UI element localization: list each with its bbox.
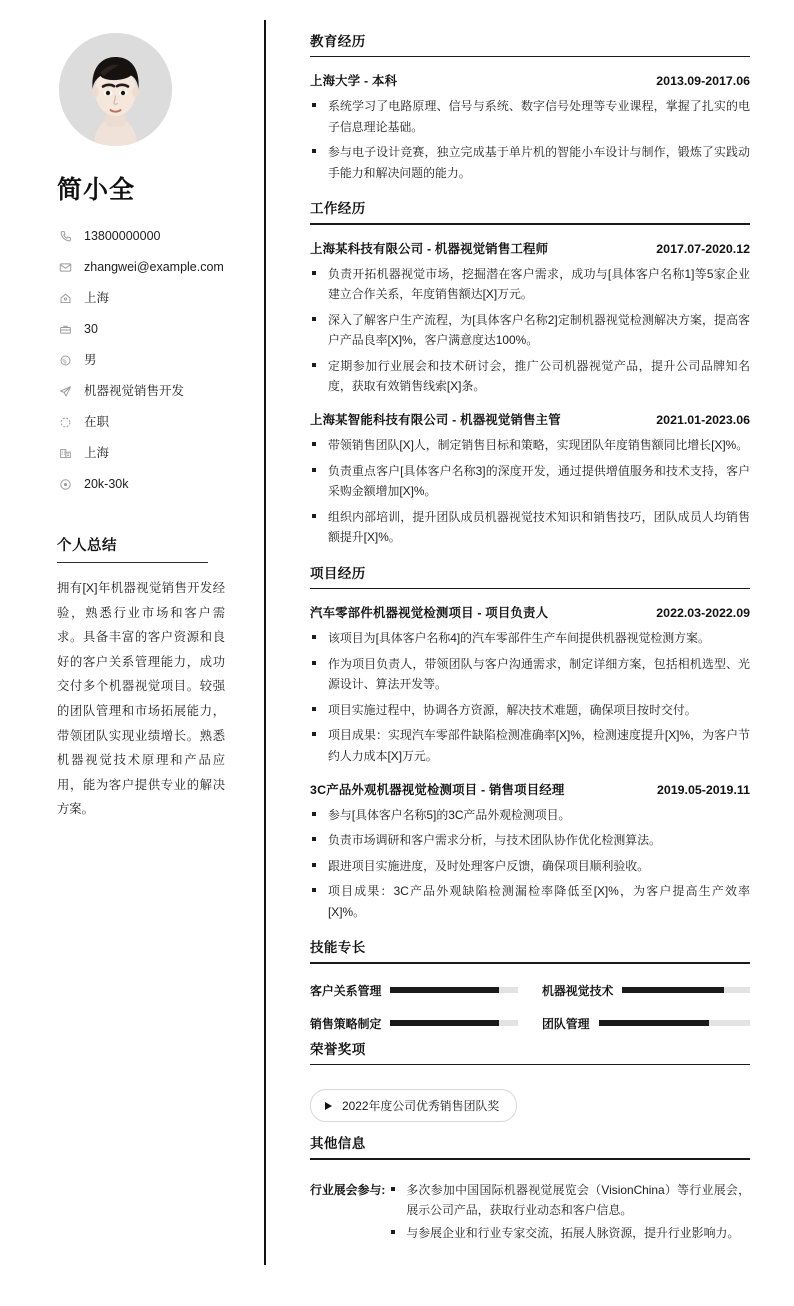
awards-heading: 荣誉奖项 bbox=[310, 1041, 366, 1057]
sidebar bbox=[0, 0, 265, 852]
contact-item-email bbox=[57, 259, 240, 276]
bullet-item: 负责市场调研和客户需求分析，与技术团队协作优化检测算法。 bbox=[310, 830, 750, 850]
status-circle-icon bbox=[57, 416, 73, 430]
skills-heading: 技能专长 bbox=[310, 940, 366, 956]
skill-label: 销售策略制定 bbox=[310, 1016, 382, 1031]
contact-list bbox=[57, 228, 240, 493]
awards-section bbox=[310, 1038, 750, 1128]
entry-title: 汽车零部件机器视觉检测项目 - 项目负责人 bbox=[310, 606, 549, 621]
bullet-item: 参与[具体客户名称5]的3C产品外观检测项目。 bbox=[310, 805, 750, 825]
play-triangle-icon bbox=[325, 1102, 332, 1110]
skill-label: 客户关系管理 bbox=[310, 983, 382, 998]
contact-value: 13800000000 bbox=[84, 229, 161, 244]
award-chip[interactable] bbox=[310, 1089, 517, 1122]
contact-item-gender bbox=[57, 352, 240, 369]
entry-title: 上海某科技有限公司 - 机器视觉销售工程师 bbox=[310, 241, 549, 256]
skill-item bbox=[542, 1015, 750, 1032]
bullet-item: 项目成果：实现汽车零部件缺陷检测准确率[X]%，检测速度提升[X]%，为客户节约人力成本[X]万元。 bbox=[310, 725, 750, 766]
entry-header bbox=[310, 410, 750, 428]
column-divider bbox=[264, 20, 266, 1265]
work-entry bbox=[310, 239, 750, 397]
work-entry bbox=[310, 410, 750, 547]
project-experience-section bbox=[310, 562, 750, 923]
project-entry bbox=[310, 780, 750, 922]
bullet-item: 该项目为[具体客户名称4]的汽车零部件生产车间提供机器视觉检测方案。 bbox=[310, 628, 750, 648]
entry-header bbox=[310, 239, 750, 257]
skill-progress-fill bbox=[622, 987, 724, 993]
entry-bullets bbox=[310, 435, 750, 547]
contact-value: 上海 bbox=[84, 291, 110, 306]
skill-progress-track bbox=[599, 1020, 750, 1026]
paper-plane-icon bbox=[57, 385, 73, 399]
entry-title: 上海某智能科技有限公司 - 机器视觉销售主管 bbox=[310, 413, 561, 428]
education-heading: 教育经历 bbox=[310, 34, 366, 49]
personal-summary-heading: 个人总结 bbox=[57, 538, 117, 554]
bullet-item: 项目成果：3C产品外观缺陷检测漏检率降低至[X]%，为客户提高生产效率[X]%。 bbox=[310, 881, 750, 922]
contact-item-salary bbox=[57, 476, 240, 493]
entry-date: 2021.01-2023.06 bbox=[656, 413, 750, 428]
salary-icon bbox=[57, 478, 73, 492]
contact-item-age bbox=[57, 321, 240, 338]
skill-progress-fill bbox=[390, 1020, 498, 1026]
work-experience-section bbox=[310, 197, 750, 548]
contact-item-status bbox=[57, 414, 240, 431]
section-divider bbox=[57, 562, 208, 563]
section-divider bbox=[310, 962, 750, 963]
briefcase-icon bbox=[57, 323, 73, 337]
contact-value: zhangwei@example.com bbox=[84, 260, 224, 275]
skills-grid bbox=[310, 978, 750, 1034]
contact-value: 在职 bbox=[84, 415, 110, 430]
contact-value: 20k-30k bbox=[84, 477, 129, 492]
portrait-photo-icon bbox=[59, 33, 172, 146]
entry-bullets bbox=[310, 628, 750, 766]
main-content bbox=[265, 0, 794, 1271]
bullet-item: 负责开拓机器视觉市场，挖掘潜在客户需求，成功与[具体客户名称1]等5家企业建立合作关系，年度销售额达[X]万元。 bbox=[310, 264, 750, 305]
skill-label: 机器视觉技术 bbox=[542, 983, 614, 998]
education-section bbox=[310, 30, 750, 183]
personal-summary-section bbox=[57, 534, 240, 822]
contact-item-location bbox=[57, 290, 240, 307]
education-entry bbox=[310, 71, 750, 183]
bullet-item: 作为项目负责人，带领团队与客户沟通需求，制定详细方案，包括相机选型、光源设计、算法开发等。 bbox=[310, 654, 750, 695]
section-divider bbox=[310, 588, 750, 589]
skill-progress-fill bbox=[390, 987, 498, 993]
bullet-item: 深入了解客户生产流程，为[具体客户名称2]定制机器视觉检测解决方案，提高客户产品良率[X]%，客户满意度达100%。 bbox=[310, 310, 750, 351]
bullet-item: 项目实施过程中，协调各方资源，解决技术难题，确保项目按时交付。 bbox=[310, 700, 750, 720]
entry-bullets bbox=[310, 805, 750, 922]
entry-header bbox=[310, 780, 750, 798]
skill-label: 团队管理 bbox=[542, 1016, 590, 1031]
other-info-body bbox=[385, 1180, 750, 1247]
other-info-section bbox=[310, 1132, 750, 1247]
contact-value: 男 bbox=[84, 353, 97, 368]
bullet-item: 带领销售团队[X]人，制定销售目标和策略，实现团队年度销售额同比增长[X]%。 bbox=[310, 435, 750, 455]
bullet-item: 多次参加中国国际机器视觉展览会（VisionChina）等行业展会，展示公司产品，获取行业动态和客户信息。 bbox=[389, 1180, 750, 1221]
skill-item bbox=[542, 982, 750, 999]
skill-progress-track bbox=[622, 987, 750, 993]
other-info-heading: 其他信息 bbox=[310, 1136, 366, 1152]
bullet-item: 定期参加行业展会和技术研讨会，推广公司机器视觉产品，提升公司品牌知名度，获取有效销售线索[X]条。 bbox=[310, 356, 750, 397]
home-icon bbox=[57, 292, 73, 306]
skill-progress-track bbox=[390, 987, 518, 993]
contact-value: 机器视觉销售开发 bbox=[84, 384, 185, 399]
entry-date: 2022.03-2022.09 bbox=[656, 606, 750, 621]
section-divider bbox=[310, 1064, 750, 1065]
entry-date: 2013.09-2017.06 bbox=[656, 74, 750, 89]
awards-list bbox=[310, 1079, 750, 1128]
entry-title: 上海大学 - 本科 bbox=[310, 74, 398, 89]
envelope-icon bbox=[57, 261, 73, 275]
phone-icon bbox=[57, 230, 73, 244]
personal-summary-text: 拥有[X]年机器视觉销售开发经验，熟悉行业市场和客户需求。具备丰富的客户资源和良好的客户关系管理能力，成功交付多个机器视觉项目。较强的团队管理和市场拓展能力，带领团队实现业绩增长。熟悉机器视觉技术原理和产品应用，能为客户提供专业的解决方案。 bbox=[57, 581, 225, 817]
bullet-item: 与参展企业和行业专家交流，拓展人脉资源，提升行业影响力。 bbox=[389, 1223, 750, 1243]
contact-item-phone bbox=[57, 228, 240, 245]
skills-section bbox=[310, 936, 750, 1033]
contact-item-workplace bbox=[57, 445, 240, 462]
section-divider bbox=[310, 223, 750, 224]
entry-bullets bbox=[310, 96, 750, 183]
page-title: 简小全 bbox=[57, 176, 136, 204]
avatar bbox=[59, 33, 172, 146]
entry-header bbox=[310, 71, 750, 89]
bullet-item: 负责重点客户[具体客户名称3]的深度开发，通过提供增值服务和技术支持，客户采购金额增加[X]%。 bbox=[310, 461, 750, 502]
section-divider bbox=[310, 1158, 750, 1159]
section-divider bbox=[310, 56, 750, 57]
bullet-item: 系统学习了电路原理、信号与系统、数字信号处理等专业课程，掌握了扎实的电子信息理论基础。 bbox=[310, 96, 750, 137]
entry-date: 2019.05-2019.11 bbox=[656, 783, 750, 798]
award-label: 2022年度公司优秀销售团队奖 bbox=[342, 1099, 500, 1114]
skill-item bbox=[310, 982, 518, 999]
skill-progress-track bbox=[390, 1020, 518, 1026]
project-experience-heading: 项目经历 bbox=[310, 565, 366, 581]
entry-bullets bbox=[310, 264, 750, 397]
entry-header bbox=[310, 603, 750, 621]
building-icon bbox=[57, 447, 73, 461]
project-entry bbox=[310, 603, 750, 766]
other-info-row bbox=[310, 1174, 750, 1247]
contact-value: 30 bbox=[84, 322, 98, 337]
skill-item bbox=[310, 1015, 518, 1032]
bullet-item: 组织内部培训，提升团队成员机器视觉技术知识和销售技巧，团队成员人均销售额提升[X]%。 bbox=[310, 507, 750, 548]
work-experience-heading: 工作经历 bbox=[310, 201, 366, 217]
entry-title: 3C产品外观机器视觉检测项目 - 销售项目经理 bbox=[310, 783, 565, 798]
bullet-item: 参与电子设计竞赛，独立完成基于单片机的智能小车设计与制作，锻炼了实践动手能力和解决问题的能力。 bbox=[310, 142, 750, 183]
contact-item-position bbox=[57, 383, 240, 400]
contact-value: 上海 bbox=[84, 446, 110, 461]
other-info-label: 行业展会参与: bbox=[310, 1182, 386, 1197]
entry-date: 2017.07-2020.12 bbox=[656, 241, 750, 256]
bullet-item: 跟进项目实施进度，及时处理客户反馈，确保项目顺利验收。 bbox=[310, 856, 750, 876]
gender-icon bbox=[57, 354, 73, 368]
skill-progress-fill bbox=[599, 1020, 710, 1026]
